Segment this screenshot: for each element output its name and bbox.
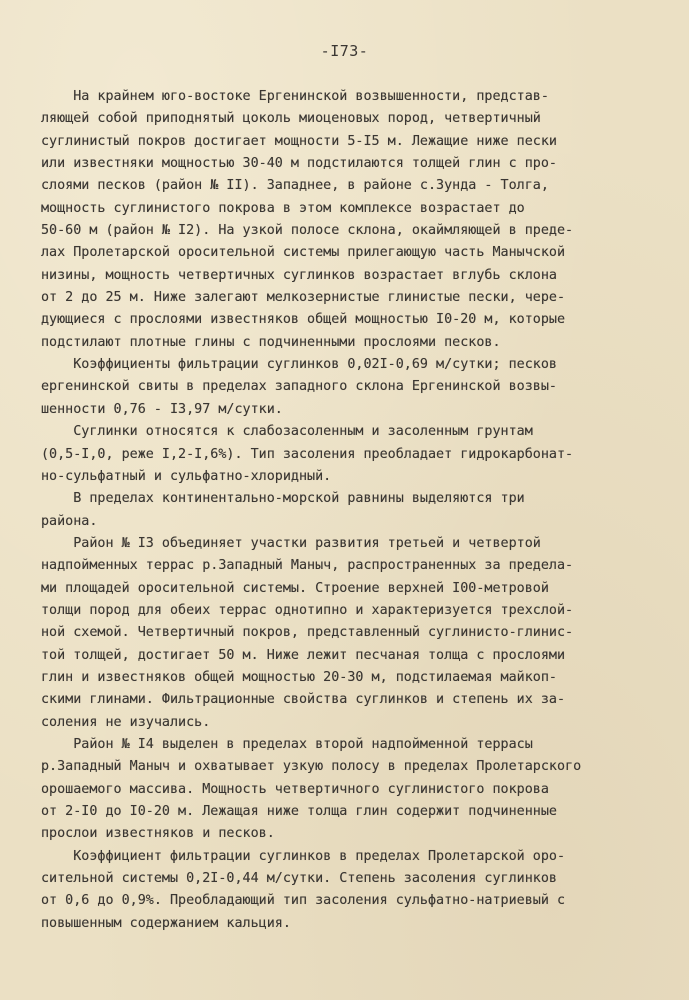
text-line: ергенинской свиты в пределах западного склона Ергенинской возвы-	[41, 379, 557, 395]
text-line: 50-60 м (район № I2). На узкой полосе склона, окаймляющей в преде-	[41, 223, 574, 239]
text-line: суглинистый покров достигает мощности 5-I5 м. Лежащие ниже пески	[41, 133, 557, 149]
text-line: Коэффициент фильтрации суглинков в пределах Пролетарской оро-	[41, 848, 566, 864]
text-line: сительной системы 0,2I-0,44 м/сутки. Степень засоления суглинков	[41, 871, 557, 887]
text-line: надпойменных террас р.Западный Маныч, распространенных за предела-	[41, 558, 574, 574]
text-line: Суглинки относятся к слабозасоленным и засоленным грунтам	[41, 424, 533, 440]
text-line: дующиеся с прослоями известняков общей мощностью I0-20 м, которые	[41, 312, 566, 328]
text-line: ми площадей оросительной системы. Строение верхней I00-метровой	[41, 580, 549, 596]
page-number: -I73-	[320, 42, 369, 60]
text-line: скими глинами. Фильтрационные свойства суглинков и степень их за-	[41, 692, 566, 708]
text-line: повышенным содержанием кальция.	[41, 915, 291, 931]
text-line: Район № I4 выделен в пределах второй надпойменной террасы	[41, 736, 533, 752]
text-line: глин и известняков общей мощностью 20-30 м, подстилаемая майкоп-	[41, 669, 557, 685]
text-line: Коэффициенты фильтрации суглинков 0,02I-0,69 м/сутки; песков	[41, 357, 557, 373]
text-body	[41, 86, 666, 935]
text-line: лах Пролетарской оросительной системы прилегающую часть Манычской	[41, 245, 566, 261]
text-line: от 0,6 до 0,9%. Преобладающий тип засоления сульфатно-натриевый с	[41, 893, 566, 909]
text-line: ной схемой. Четвертичный покров, представленный суглинисто-глинис-	[41, 625, 574, 641]
text-line: от 2-I0 до I0-20 м. Лежащая ниже толща глин содержит подчиненные	[41, 804, 557, 819]
text-line: орошаемого массива. Мощность четвертичного суглинистого покрова	[41, 781, 549, 797]
text-line: прослои известняков и песков.	[41, 826, 275, 842]
text-line: На крайнем юго-востоке Ергенинской возвышенности, представ-	[41, 89, 549, 104]
text-line: но-сульфатный и сульфатно-хлоридный.	[41, 468, 332, 484]
text-line: В пределах континентально-морской равнины выделяются три	[41, 491, 525, 507]
text-line: низины, мощность четвертичных суглинков возрастает вглубь склона	[41, 267, 557, 283]
text-line: р.Западный Маныч и охватывает узкую полосу в пределах Пролетарского	[41, 759, 582, 775]
text-line: толщи пород для обеих террас однотипно и характеризуется трехслой-	[41, 602, 574, 618]
text-line: (0,5-I,0, реже I,2-I,6%). Тип засоления преобладает гидрокарбонат-	[41, 446, 574, 462]
text-line: ляющей собой приподнятый цоколь миоценовых пород, четвертичный	[41, 111, 541, 127]
text-line: или известняки мощностью 30-40 м подстилаются толщей глин с про-	[41, 156, 557, 172]
text-line: от 2 до 25 м. Ниже залегают мелкозернистые глинистые пески, чере-	[41, 290, 566, 306]
text-line: района.	[41, 513, 98, 529]
text-line: Район № I3 объединяет участки развития третьей и четвертой	[41, 535, 541, 551]
text-line: слоями песков (район № II). Западнее, в районе с.Зунда - Толга,	[41, 178, 549, 194]
text-line: мощность суглинистого покрова в этом комплексе возрастает до	[41, 200, 525, 216]
text-line: той толщей, достигает 50 м. Ниже лежит песчаная толща с прослоями	[41, 647, 566, 663]
text-line: шенности 0,76 - I3,97 м/сутки.	[41, 401, 283, 417]
text-line: подстилают плотные глины с подчиненными прослоями песков.	[41, 334, 501, 350]
text-line: соления не изучались.	[41, 714, 211, 730]
